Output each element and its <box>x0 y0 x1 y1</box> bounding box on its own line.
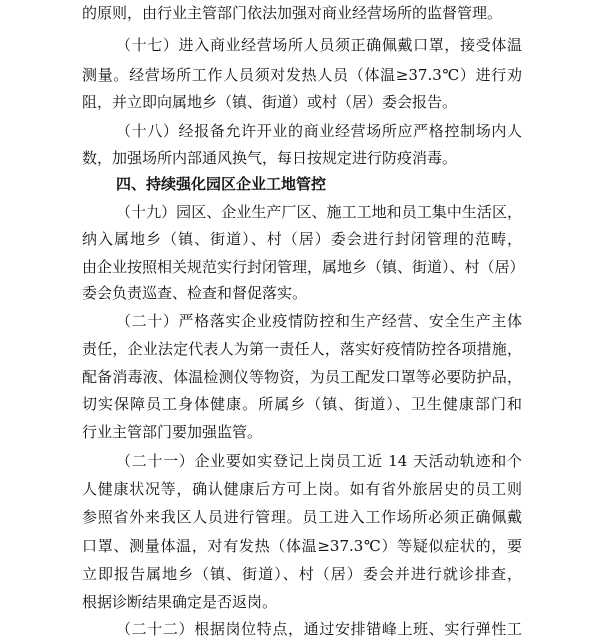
text-line: （十八）经报备允许开业的商业经营场所应严格控制场内人 <box>116 122 522 140</box>
text-line: 阻，并立即向属地乡（镇、街道）或村（居）委会报告。 <box>82 93 458 111</box>
text-line: （十九）园区、企业生产厂区、施工工地和员工集中生活区， <box>116 203 522 221</box>
text-line: （二十二）根据岗位特点，通过安排错峰上班、实行弹性工 <box>116 620 522 638</box>
text-line: （二十一）企业要如实登记上岗员工近 14 天活动轨迹和个 <box>116 452 522 470</box>
text-line: 口罩、测量体温，对有发热（体温≥37.3℃）等疑似症状的，要 <box>82 537 522 555</box>
text-line: 根据诊断结果确定是否返岗。 <box>82 593 278 611</box>
text-line: 委会负责巡查、检查和督促落实。 <box>82 284 308 302</box>
text-line: 的原则，由行业主管部门依法加强对商业经营场所的监督管理。 <box>82 4 503 22</box>
text-line: 数，加强场所内部通风换气，每日按规定进行防疫消毒。 <box>82 149 458 167</box>
text-line: 立即报告属地乡（镇、街道）、村（居）委会并进行就诊排查， <box>82 565 522 583</box>
text-line: 行业主管部门要加强监管。 <box>82 423 263 441</box>
text-line: 由企业按照相关规范实行封闭管理，属地乡（镇、街道）、村（居） <box>82 258 525 276</box>
text-line: 切实保障员工身体健康。所属乡（镇、街道）、卫生健康部门和 <box>82 395 522 413</box>
text-line: 纳入属地乡（镇、街道）、村（居）委会进行封闭管理的范畴， <box>82 230 522 248</box>
section-heading: 四、持续强化园区企业工地管控 <box>116 175 327 193</box>
text-line: 人健康状况等，确认健康后方可上岗。如有省外旅居史的员工则 <box>82 480 522 498</box>
text-line: 测量。经营场所工作人员须对发热人员（体温≥37.3℃）进行劝 <box>82 66 522 84</box>
text-line: 责任，企业法定代表人为第一责任人，落实好疫情防控各项措施， <box>82 340 522 358</box>
text-line: 配备消毒液、体温检测仪等物资，为员工配发口罩等必要防护品， <box>82 368 522 386</box>
text-line: （十七）进入商业经营场所人员须正确佩戴口罩，接受体温 <box>116 36 522 54</box>
text-line: 参照省外来我区人员进行管理。员工进入工作场所必须正确佩戴 <box>82 508 522 526</box>
text-line: （二十）严格落实企业疫情防控和生产经营、安全生产主体 <box>116 312 522 330</box>
